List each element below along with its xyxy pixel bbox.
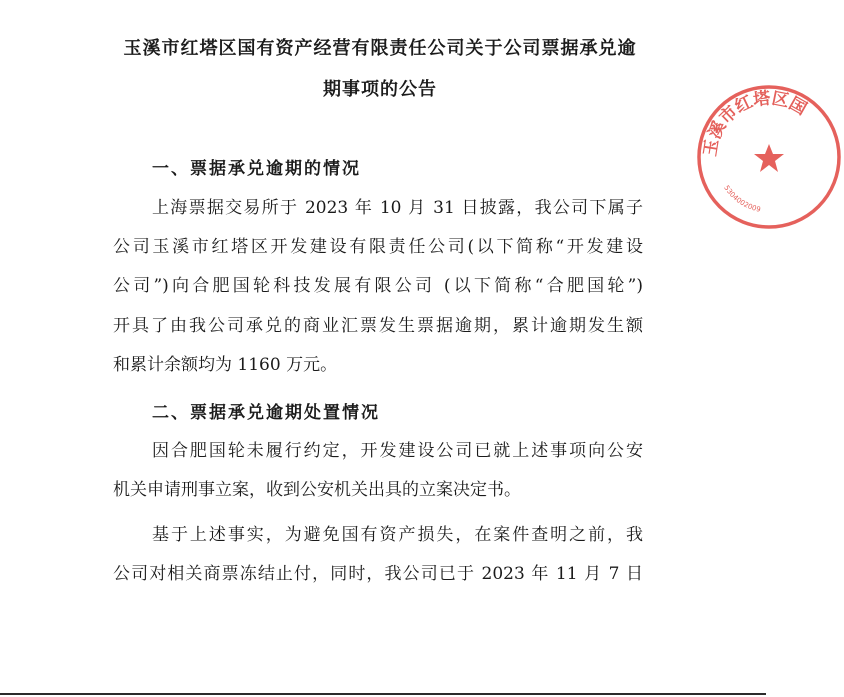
svg-text:5304002009 xyxy=(722,184,761,214)
section-1-line-5: 和累计余额均为 1160 万元。 xyxy=(113,355,338,375)
section-2-para-2-line-2: 公司对相关商票冻结止付，同时，我公司已于 2023 年 11 月 7 日 xyxy=(113,564,643,584)
company-seal-icon xyxy=(694,82,844,232)
document-title-line-1: 玉溪市红塔区国有资产经营有限责任公司关于公司票据承兑逾 xyxy=(123,38,637,59)
seal-number: 5304002009 xyxy=(722,184,762,214)
page-bottom-border xyxy=(0,693,766,695)
section-1-line-1: 上海票据交易所于 2023 年 10 月 31 日披露，我公司下属子 xyxy=(152,198,643,218)
document-title-line-2: 期事项的公告 xyxy=(323,79,437,100)
section-2-heading: 二、票据承兑逾期处置情况 xyxy=(152,403,380,423)
section-1-heading: 一、票据承兑逾期的情况 xyxy=(152,159,361,179)
section-2-para-2-line-1: 基于上述事实，为避免国有资产损失，在案件查明之前，我 xyxy=(152,525,643,545)
svg-text:玉溪市红塔区国 xyxy=(701,88,810,157)
section-2-para-1-line-2: 机关申请刑事立案，收到公安机关出具的立案决定书。 xyxy=(113,480,521,500)
seal-text: 玉溪市红塔区国 xyxy=(700,88,810,158)
section-1-line-4: 开具了由我公司承兑的商业汇票发生票据逾期，累计逾期发生额 xyxy=(113,316,643,336)
section-2-para-1-line-1: 因合肥国轮未履行约定，开发建设公司已就上述事项向公安 xyxy=(152,441,643,461)
section-1-line-2: 公司玉溪市红塔区开发建设有限责任公司(以下简称“开发建设 xyxy=(113,237,643,257)
section-1-line-3: 公司”)向合肥国轮科技发展有限公司 (以下简称“合肥国轮”) xyxy=(113,276,643,296)
